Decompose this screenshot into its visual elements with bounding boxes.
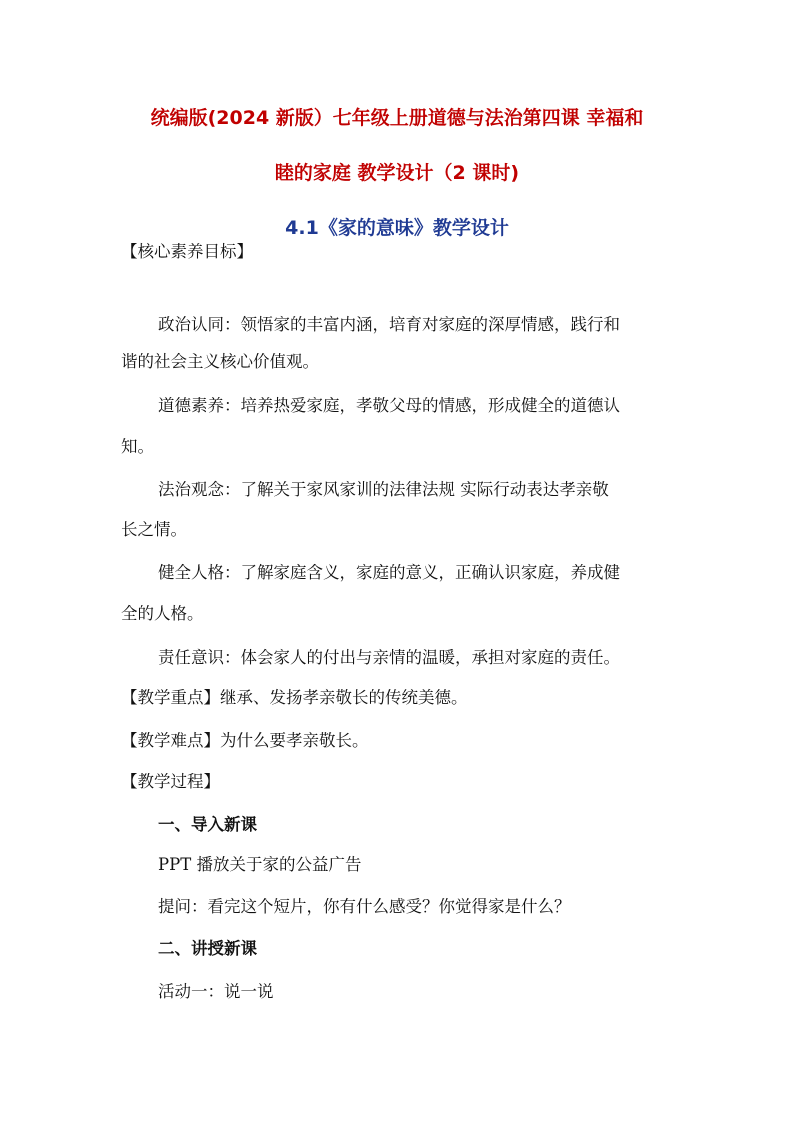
document-title-line-1: 统编版(2024 新版）七年级上册道德与法治第四课 幸福和 — [150, 107, 644, 129]
political-identity-line-2: 谐的社会主义核心价值观。 — [121, 352, 319, 371]
moral-literacy-line-2: 知。 — [121, 437, 154, 456]
document-title-line-2: 睦的家庭 教学设计（2 课时) — [274, 162, 520, 184]
personality-line-2: 全的人格。 — [121, 604, 204, 623]
difficulty-point: 【教学难点】为什么要孝亲敬长。 — [121, 731, 369, 750]
responsibility-line: 责任意识：体会家人的付出与亲情的温暖，承担对家庭的责任。 — [158, 648, 620, 667]
activity-one-line: 活动一：说一说 — [158, 982, 274, 1001]
section-intro-heading: 一、导入新课 — [158, 815, 257, 834]
question-line: 提问：看完这个短片，你有什么感受？你觉得家是什么？ — [158, 897, 571, 916]
ppt-line: PPT 播放关于家的公益广告 — [158, 855, 362, 874]
rule-of-law-line-2: 长之情。 — [121, 520, 187, 539]
core-goals-heading: 【核心素养目标】 — [121, 242, 253, 261]
section-teaching-heading: 二、讲授新课 — [158, 939, 257, 958]
key-point: 【教学重点】继承、发扬孝亲敬长的传统美德。 — [121, 688, 468, 707]
political-identity-line-1: 政治认同：领悟家的丰富内涵，培育对家庭的深厚情感，践行和 — [158, 315, 620, 334]
personality-line-1: 健全人格：了解家庭含义，家庭的意义，正确认识家庭，养成健 — [158, 563, 620, 582]
process-heading: 【教学过程】 — [121, 772, 220, 791]
rule-of-law-line-1: 法治观念：了解关于家风家训的法律法规 实际行动表达孝亲敬 — [158, 480, 609, 499]
moral-literacy-line-1: 道德素养：培养热爱家庭，孝敬父母的情感，形成健全的道德认 — [158, 396, 620, 415]
lesson-subtitle: 4.1《家的意味》教学设计 — [285, 217, 509, 239]
